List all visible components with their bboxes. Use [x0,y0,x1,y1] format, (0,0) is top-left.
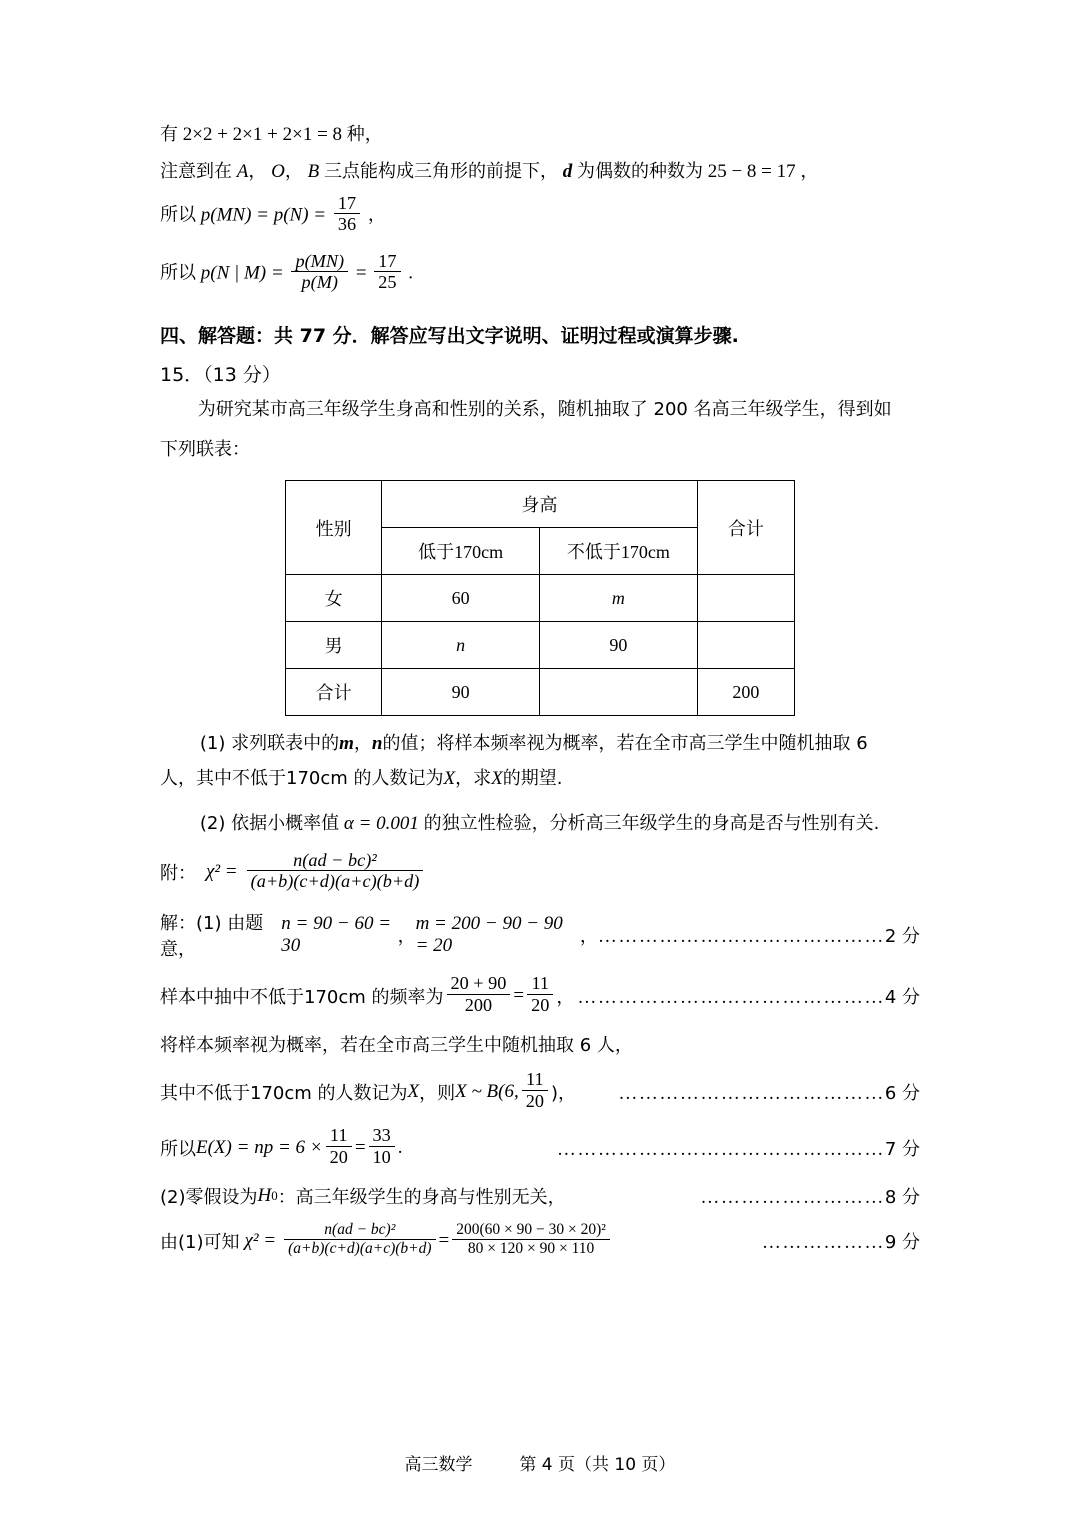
question-number: 15．（13 分） [160,363,281,386]
sub-question-1-d: ，求 [455,768,492,790]
solution-step-5 [160,1127,920,1169]
solution-step-2-dots: ……………………………………… [577,987,885,1009]
frequency-fraction-2-den: 20 [527,994,553,1015]
row-total-high [540,669,698,716]
binomial-p-fraction-den: 20 [522,1090,548,1111]
solution-step-6-pre: (2)零假设为 [160,1186,258,1208]
alpha-value: α = 0.001 [343,813,419,835]
sub-question-1-e: 的期望. [502,768,563,790]
solution-step-7-dots: ……………… [761,1231,885,1253]
top-line-1 [160,120,920,149]
chi-square-fraction-den: (a+b)(c+d)(a+c)(b+d) [247,870,424,891]
solution-step-4 [160,1071,920,1113]
var-d: d [562,161,573,183]
solution-step-7-pre: 由(1)可知 [160,1231,240,1253]
solution-step-2-pre: 样本中抽中不低于170cm 的频率为 [160,987,444,1009]
expectation-fraction-1-num: 11 [329,1125,348,1146]
top-line-4-eq: = [355,262,367,283]
null-hypothesis-subscript: 0 [271,1187,278,1203]
top-line-4-end: . [408,262,414,283]
point-o: O [271,161,285,183]
var-X: X [443,768,456,790]
solution-step-6 [160,1183,920,1209]
solution-step-1-comma: ， [397,926,416,948]
frequency-fraction-1-num: 20 + 90 [450,973,507,994]
solution-step-1 [160,909,920,961]
solution-step-2-end: ， [556,987,575,1009]
header-high-170: 不低于170cm [540,528,698,575]
expectation-expression: E(X) = np = 6 × [196,1136,323,1158]
top-line-3-pre: 所以 [160,204,196,226]
row-male-low: n [382,622,540,669]
row-total-low: 90 [382,669,540,716]
expectation-fraction-1 [326,1125,352,1167]
row-total-total: 200 [697,669,794,716]
header-height: 身高 [382,481,698,528]
fraction-17-25-den: 25 [374,271,400,292]
header-gender: 性别 [286,481,382,575]
solution-step-4-mark: 6 分 [884,1083,920,1105]
sub-question-1-a: (1) 求列联表中的 [199,733,340,755]
frequency-fraction-1 [447,973,511,1015]
solution-step-5-eq: = [354,1136,366,1158]
row-female-high: m [540,575,698,622]
solution-step-1-dots: …………………………………… [597,926,885,948]
solution-chi-fraction-2 [452,1221,610,1257]
chi-square-fraction [247,850,424,892]
footer-subject: 高三数学 [404,1455,473,1475]
top-line-3 [160,192,920,237]
solution-step-6-text: ：高三年级学生的身高与性别无关， [277,1186,566,1208]
fraction-17-25 [374,251,400,293]
sub-question-1-b: 的值；将样本频率视为概率，若在全市高三学生中随机抽取 6 [382,733,868,755]
header-low-170: 低于170cm [382,528,540,575]
expectation-fraction-2-den: 10 [369,1146,395,1167]
null-hypothesis-symbol: H [257,1184,272,1206]
top-line-2: 注意到在 A， O， B 三点能构成三角形的前提下， d 为偶数的种数为 25 − 8 = 17 ， [160,161,819,183]
chi-square-symbol: χ² = [206,861,238,883]
contingency-table [285,480,795,716]
var-n: n [371,733,383,755]
var-m: m [339,733,354,755]
formula-note-label: 附： [160,863,196,885]
solution-step-7-eq: = [438,1229,450,1251]
solution-step-1-pre: 解：(1) 由题意， [160,913,264,961]
solution-step-6-dots: ……………………… [700,1186,885,1208]
top-line-4-lhs: p(N | M) = [200,262,284,283]
solution-step-4-mid: ，则 [419,1083,456,1105]
fraction-pmn-pm [291,251,348,293]
solution-chi-fraction-1 [284,1221,435,1257]
page-content [160,120,920,1273]
row-female-low: 60 [382,575,540,622]
header-total: 合计 [697,481,794,575]
solution-step-2-mark: 4 分 [884,987,920,1009]
point-b: B [307,161,320,183]
formula-note [160,851,920,893]
table-row [286,669,795,716]
point-a: A [236,161,249,183]
page-footer [0,1450,1080,1475]
top-line-1-expr: 2×2 + 2×1 + 2×1 = 8 [182,124,343,145]
sub-question-1-c: 人，其中不低于170cm 的人数记为 [160,768,444,790]
fraction-17-36-num: 17 [337,192,357,213]
top-line-1-post: 种， [346,124,383,145]
top-line-2-a: 注意到在 [160,161,232,183]
solution-chi-square-symbol: χ² = [244,1229,277,1251]
solution-step-4-close: )， [550,1083,576,1105]
solution-step-5-end: . [397,1136,403,1158]
fraction-17-25-num: 17 [378,250,397,271]
frequency-fraction-2-num: 11 [531,973,549,994]
solution-step-4-X: X [407,1081,420,1103]
solution-m-value: m = 200 − 90 − 90 = 20 [415,913,563,957]
solution-chi-fraction-2-num: 200(60 × 90 − 30 × 20)² [456,1221,606,1239]
fraction-17-36 [334,193,360,235]
solution-chi-fraction-1-den: (a+b)(c+d)(a+c)(b+d) [284,1239,435,1257]
row-male-label: 男 [286,622,382,669]
var-X-2: X [491,768,503,790]
solution-step-5-pre: 所以 [160,1138,196,1160]
sub-question-2 [160,806,920,841]
top-line-2-c: 为偶数的种数为 [576,161,703,183]
sub-question-2-a: (2) 依据小概率值 [199,813,340,835]
chi-square-fraction-num: n(ad − bc)² [293,849,377,870]
binomial-p-fraction-num: 11 [526,1069,544,1090]
solution-step-7-mark: 9 分 [884,1231,920,1253]
top-line-1-pre: 有 [160,124,178,145]
solution-step-4-pre: 其中不低于170cm 的人数记为 [160,1083,408,1105]
question-stem-line-2: 下列联表： [160,438,250,460]
solution-step-7 [160,1223,920,1259]
top-line-3-lhs: p(MN) = p(N) = [200,204,327,226]
question-stem-line-1: 为研究某市高三年级学生身高和性别的关系，随机抽取了 200 名高三年级学生，得到如 [197,398,892,420]
row-male-total [697,622,794,669]
table-header-row-1 [286,481,795,528]
solution-step-5-dots: ………………………………………… [556,1138,885,1160]
table-row [286,622,795,669]
binomial-distribution: X ~ B(6, [455,1081,519,1103]
row-female-total [697,575,794,622]
top-line-2-b: 三点能构成三角形的前提下， [323,161,558,183]
row-female-label: 女 [286,575,382,622]
solution-step-3 [160,1031,920,1057]
footer-page-number: 第 4 页（共 10 页） [519,1455,676,1475]
solution-step-2-eq: = [513,985,525,1007]
fraction-pmn-pm-den: p(M) [291,271,348,292]
section-heading: 四、解答题：共 77 分．解答应写出文字说明、证明过程或演算步骤. [160,324,739,347]
expectation-fraction-2 [369,1125,395,1167]
solution-step-1-mark: 2 分 [884,926,920,948]
top-line-4 [160,250,920,295]
top-line-4-pre: 所以 [160,262,196,283]
solution-step-1-end: ， [579,926,598,948]
solution-step-4-dots: ………………………………… [618,1083,885,1105]
solution-chi-fraction-1-num: n(ad − bc)² [324,1221,396,1239]
sub-question-1 [160,726,920,796]
row-total-label: 合计 [286,669,382,716]
solution-step-6-mark: 8 分 [884,1186,920,1208]
solution-step-5-mark: 7 分 [884,1138,920,1160]
top-line-2-expr: 25 − 8 = 17 [707,161,796,183]
top-line-3-end: ， [367,204,386,226]
top-line-2-end: ， [800,161,819,183]
sub-question-2-b: 的独立性检验，分析高三年级学生的身高是否与性别有关. [423,813,880,835]
fraction-17-36-den: 36 [334,213,360,234]
expectation-fraction-2-num: 33 [372,1125,391,1146]
row-male-high: 90 [540,622,698,669]
binomial-p-fraction [522,1069,548,1111]
sub-question-1-comma: ， [353,733,372,755]
frequency-fraction-2 [527,973,553,1015]
solution-n-value: n = 90 − 60 = 30 [281,913,392,957]
fraction-pmn-pm-num: p(MN) [295,250,345,271]
solution-step-2 [160,975,920,1017]
expectation-fraction-1-den: 20 [326,1146,352,1167]
frequency-fraction-1-den: 200 [447,994,511,1015]
solution-step-3-text: 将样本频率视为概率，若在全市高三学生中随机抽取 6 人， [160,1035,633,1057]
table-row [286,575,795,622]
solution-chi-fraction-2-den: 80 × 120 × 90 × 110 [452,1239,610,1257]
